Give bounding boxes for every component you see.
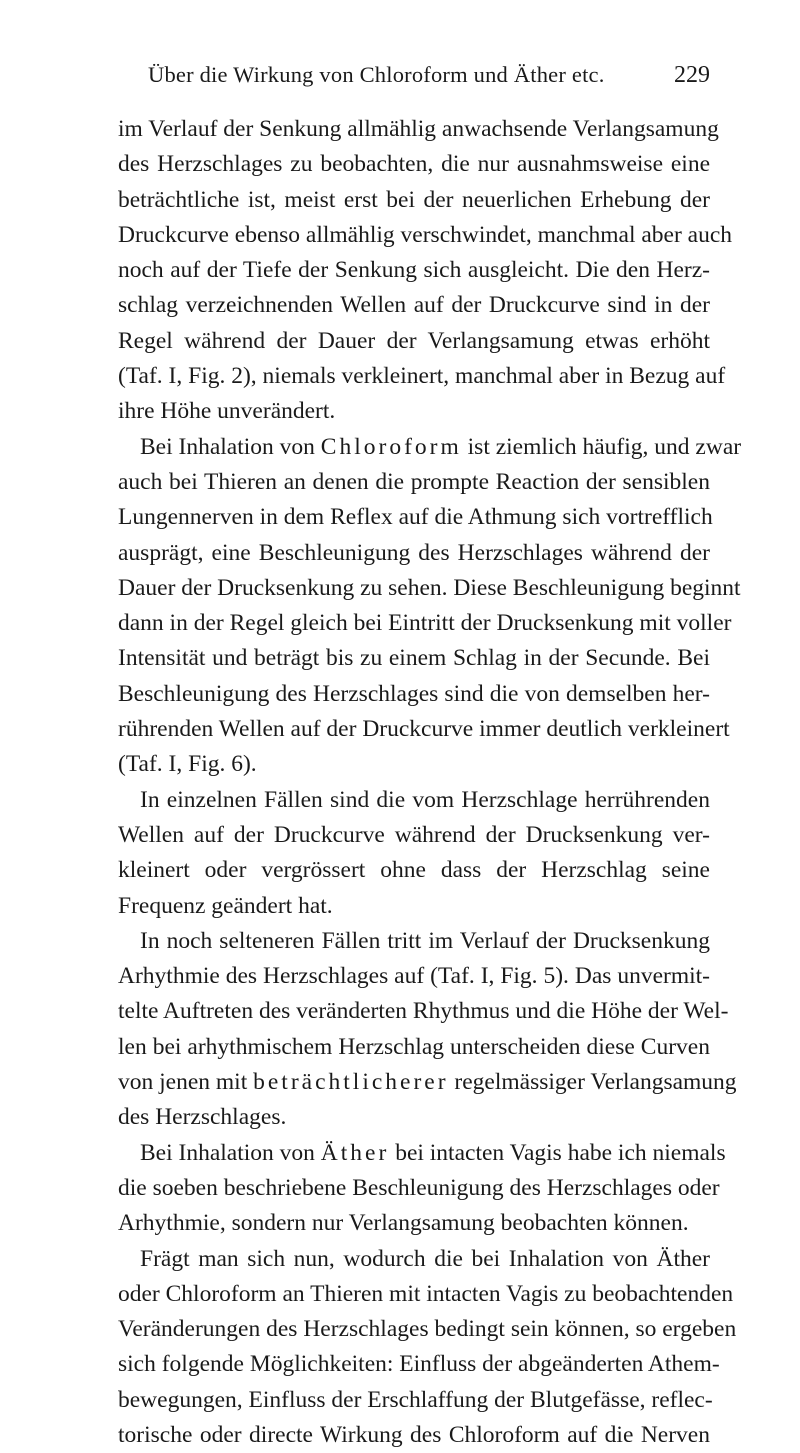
text-line: Veränderungen des Herzschlages bedingt sein können, so ergeben bbox=[118, 1316, 737, 1343]
text-line: Wellen auf der Druckcurve während der Drucksenkung ver- bbox=[118, 821, 710, 848]
text-line: des Herzschlages zu beobachten, die nur ausnahmsweise eine bbox=[118, 151, 710, 178]
text-line: sich folgende Möglichkeiten: Einfluss der abgeänderten Athem- bbox=[118, 1351, 720, 1378]
text-line: bewegungen, Einfluss der Erschlaffung der Blutgefässe, reflec- bbox=[118, 1386, 713, 1413]
text-line: Intensität und beträgt bis zu einem Schlag in der Secunde. Bei bbox=[118, 645, 710, 672]
text-line: In noch selteneren Fällen tritt im Verlauf der Drucksenkung bbox=[140, 927, 710, 954]
text-run: Bei Inhalation von bbox=[140, 1139, 321, 1166]
text-line: beträchtliche ist, meist erst bei der neuerlichen Erhebung der bbox=[118, 186, 710, 213]
text-line: Arhythmie, sondern nur Verlangsamung beobachten können. bbox=[118, 1210, 689, 1237]
text-run: von jenen mit bbox=[118, 1069, 254, 1096]
text-run: bei intacten Vagis habe ich niemals bbox=[389, 1139, 726, 1166]
text-line: dann in der Regel gleich bei Eintritt der Drucksenkung mit voller bbox=[118, 610, 732, 637]
running-header bbox=[118, 62, 710, 92]
body-text bbox=[118, 112, 742, 1453]
text-line: Frequenz geändert hat. bbox=[118, 892, 333, 919]
text-line: die soeben beschriebene Beschleunigung des Herzschlages oder bbox=[118, 1174, 720, 1201]
text-line: telte Auftreten des veränderten Rhythmus und die Höhe der Wel- bbox=[118, 998, 729, 1025]
text-line bbox=[118, 430, 742, 465]
text-run: regelmässiger Verlangsamung bbox=[448, 1069, 737, 1096]
text-line: Arhythmie des Herzschlages auf (Taf. I, Fig. 5). Das unvermit- bbox=[118, 963, 710, 990]
text-line: ihre Höhe unverändert. bbox=[118, 398, 336, 425]
text-line bbox=[118, 1136, 726, 1171]
text-run: Bei Inhalation von bbox=[140, 433, 321, 460]
text-line: oder Chloroform an Thieren mit intacten Vagis zu beobachtenden bbox=[118, 1280, 734, 1307]
text-line: rührenden Wellen auf der Druckcurve immer deutlich verkleinert bbox=[118, 716, 730, 743]
text-line: Regel während der Dauer der Verlangsamung etwas erhöht bbox=[118, 327, 710, 354]
emphasized-term: Chloroform bbox=[320, 433, 462, 460]
running-title: Über die Wirkung von Chloroform und Äther etc. bbox=[148, 62, 605, 87]
text-line: Frägt man sich nun, wodurch die bei Inhalation von Äther bbox=[140, 1245, 710, 1272]
text-line: noch auf der Tiefe der Senkung sich ausgleicht. Die den Herz- bbox=[118, 257, 710, 284]
emphasized-term: beträchtlicherer bbox=[253, 1069, 449, 1096]
text-line: Dauer der Drucksenkung zu sehen. Diese Beschleunigung beginnt bbox=[118, 574, 741, 601]
text-line: ausprägt, eine Beschleunigung des Herzschlages während der bbox=[118, 539, 710, 566]
text-line: auch bei Thieren an denen die prompte Reaction der sensiblen bbox=[118, 468, 710, 495]
text-line: (Taf. I, Fig. 2), niemals verkleinert, manchmal aber in Bezug auf bbox=[118, 363, 726, 390]
text-line: Beschleunigung des Herzschlages sind die von demselben her- bbox=[118, 680, 710, 707]
text-line: (Taf. I, Fig. 6). bbox=[118, 751, 257, 778]
text-line: Druckcurve ebenso allmählig verschwindet, manchmal aber auch bbox=[118, 221, 733, 248]
text-line bbox=[118, 1065, 737, 1100]
text-line: len bei arhythmischem Herzschlag unterscheiden diese Curven bbox=[118, 1033, 710, 1060]
text-line: des Herzschlages. bbox=[118, 1104, 287, 1131]
text-run: ist ziemlich häufig, und zwar bbox=[461, 433, 742, 460]
page-number: 229 bbox=[674, 62, 710, 88]
text-line: im Verlauf der Senkung allmählig anwachsende Verlangsamung bbox=[118, 116, 719, 142]
text-line: Lungennerven in dem Reflex auf die Athmung sich vortrefflich bbox=[118, 504, 713, 531]
text-line: torische oder directe Wirkung des Chloroform auf die Nerven bbox=[118, 1421, 710, 1448]
emphasized-term: Äther bbox=[320, 1139, 390, 1166]
text-line: In einzelnen Fällen sind die vom Herzschlage herrührenden bbox=[140, 786, 710, 813]
text-line: kleinert oder vergrössert ohne dass der Herzschlag seine bbox=[118, 857, 710, 884]
text-line: schlag verzeichnenden Wellen auf der Druckcurve sind in der bbox=[118, 292, 710, 319]
